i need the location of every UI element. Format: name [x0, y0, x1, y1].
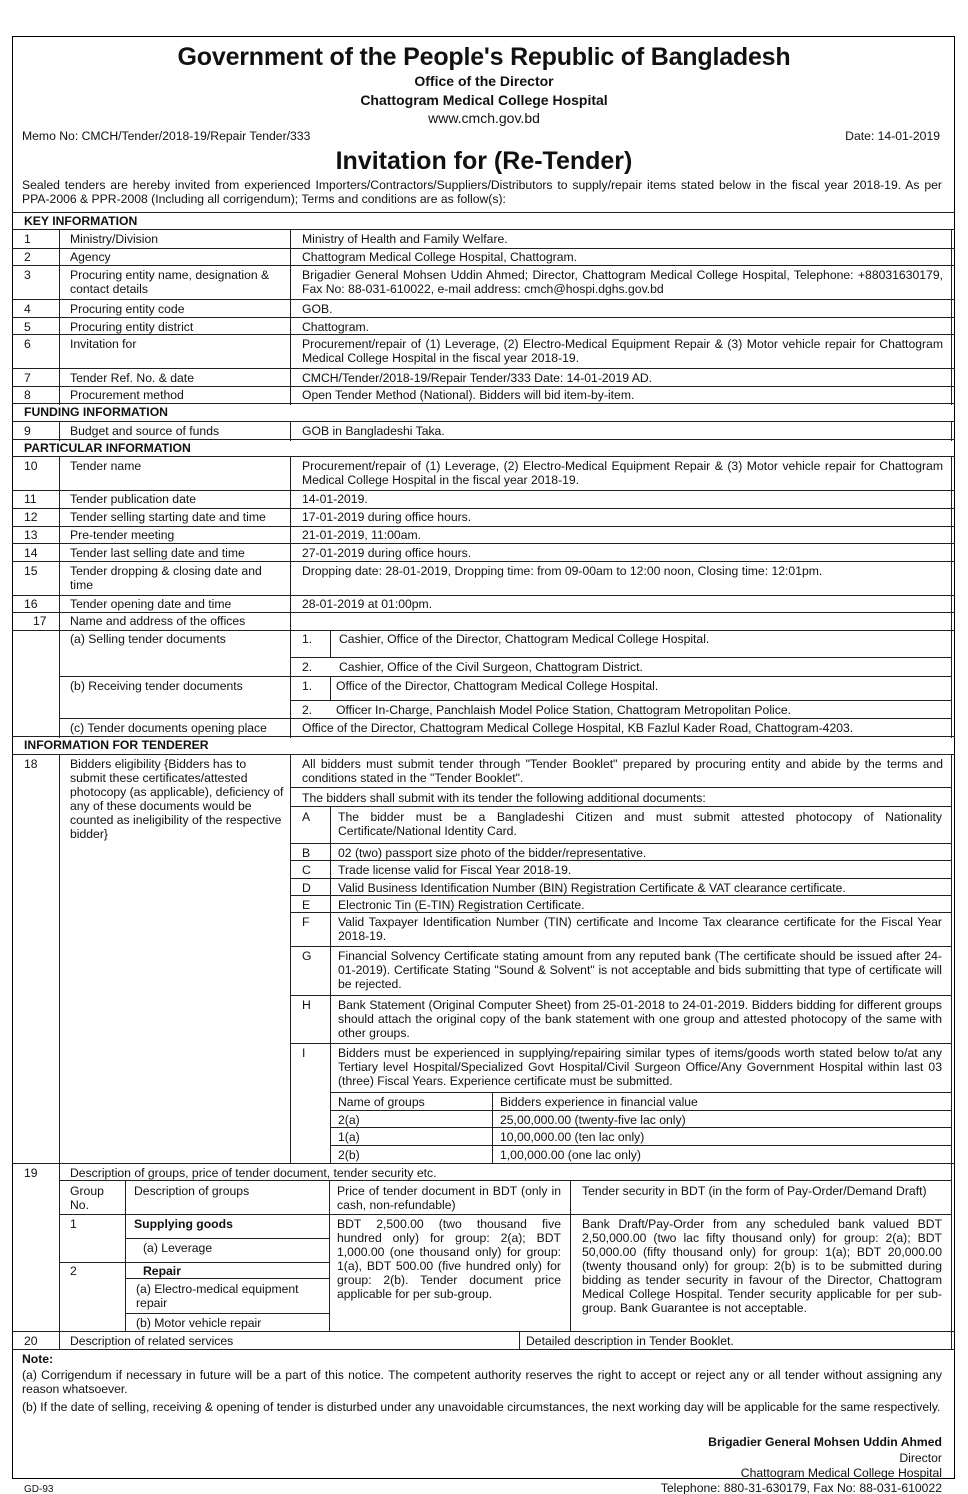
document-item-text: Bank Statement (Original Computer Sheet) from 25-01-2018 to 24-01-2019. Bidders bidding for different groups should attach the original copy of the bank statement with one group and attested photocopy of the same with other groups.	[338, 998, 942, 1040]
row-number: 16	[24, 597, 38, 611]
group-2a: (a) Electro-medical equipment repair	[136, 1282, 299, 1310]
experience-group: 2(a)	[338, 1113, 360, 1127]
row-number: 18	[24, 757, 38, 771]
row-label: Procurement method	[70, 388, 184, 402]
additional-docs-text: The bidders shall submit with its tender the following additional documents:	[302, 791, 706, 805]
memo-date: Date: 14-01-2019	[845, 129, 940, 143]
related-services-label: Description of related services	[70, 1334, 234, 1348]
row-value: Brigadier General Mohsen Uddin Ahmed; Director, Chattogram Medical College Hospital, Telephone: +88031630179, Fax No: 88-031-610022, e-mail address: cmch@hospi.dghs.gov.bd	[302, 268, 943, 296]
group-2-name: Repair	[143, 1264, 181, 1278]
tender-booklet-text: All bidders must submit tender through "Tender Booklet" prepared by procuring entity and abide by the terms and conditions stated in the "Tender Booklet".	[302, 757, 943, 785]
row-label: Name and address of the offices	[70, 614, 246, 628]
group-2b: (b) Motor vehicle repair	[136, 1316, 262, 1330]
experience-value: 1,00,000.00 (one lac only)	[500, 1148, 641, 1162]
row-label: Procuring entity code	[70, 302, 185, 316]
row-value: 27-01-2019 during office hours.	[302, 546, 472, 560]
document-item-key: D	[302, 881, 311, 895]
experience-group: 1(a)	[338, 1130, 360, 1144]
footer-code: GD-93	[24, 1484, 54, 1494]
document-item-key: A	[302, 810, 311, 824]
row-value: CMCH/Tender/2018-19/Repair Tender/333 Date: 14-01-2019 AD.	[302, 371, 653, 385]
document-item-text: Trade license valid for Fiscal Year 2018-19.	[338, 863, 572, 877]
row-value: GOB in Bangladeshi Taka.	[302, 424, 445, 438]
row-label: Tender last selling date and time	[70, 546, 245, 560]
opening-place-value: Office of the Director, Chattogram Medical College Hospital, KB Fazlul Kader Road, Chattogram-4203.	[302, 721, 854, 735]
tender-security-text: Bank Draft/Pay-Order from any scheduled bank valued BDT 2,50,000.00 (two lac fifty thousand only) for group: 2(a); BDT 50,000.00 (fifty thousand only) for group: 1(a); BDT 20,000.00 (twenty thousand only) for group: 2(b) is to be submitted during bidding as tender security in favour of the Director, Chattogram Medical College Hospital. Tender security applicable for per sub-group. Bank Guarantee is not acceptable.	[582, 1217, 942, 1315]
hospital-name: Chattogram Medical College Hospital	[360, 92, 608, 108]
row-number: 2	[24, 250, 31, 264]
document-item-text: Valid Taxpayer Identification Number (TIN) certificate and Income Tax clearance certificate for the Fiscal Year 2018-19.	[338, 915, 942, 943]
document-item-text: The bidder must be a Bangladeshi Citizen and must submit attested photocopy of Nationality Certificate/National Identity Card.	[338, 810, 942, 838]
row-number: 12	[24, 510, 38, 524]
group-1-name: Supplying goods	[134, 1217, 233, 1231]
receiving-office-1: Office of the Director, Chattogram Medical College Hospital.	[336, 679, 659, 693]
groups-row-label: Description of groups, price of tender document, tender security etc.	[70, 1166, 437, 1180]
selling-office-1: Cashier, Office of the Director, Chattogram Medical College Hospital.	[339, 632, 710, 646]
list-number: 1.	[302, 632, 313, 646]
group-1-number: 1	[70, 1217, 77, 1231]
group-1a: (a) Leverage	[143, 1241, 213, 1255]
row-label: Procuring entity name, designation & contact details	[70, 268, 270, 296]
note-b: (b) If the date of selling, receiving & opening of tender is disturbed under any unavoidable circumstances, the next working day will be applicable for the same respectively.	[22, 1400, 941, 1414]
row-number: 7	[24, 371, 31, 385]
row-number: 17	[33, 614, 47, 628]
row-number: 1	[24, 232, 31, 246]
memo-number: Memo No: CMCH/Tender/2018-19/Repair Tender/333	[22, 129, 311, 143]
website: www.cmch.gov.bd	[428, 110, 540, 126]
row-label: Invitation for	[70, 337, 137, 351]
list-number: 1.	[302, 679, 313, 693]
document-item-key: B	[302, 846, 311, 860]
document-item-key: E	[302, 898, 311, 912]
row-value: Chattogram Medical College Hospital, Chattogram.	[302, 250, 578, 264]
document-item-key: F	[302, 915, 310, 929]
intro-text: Sealed tenders are hereby invited from experienced Importers/Contractors/Suppliers/Distributors to supply/repair items stated below in the fiscal year 2018-19. As per PPA-2006 & PPR-2008 (Including all corrigendum); Terms and conditions are as follow(s):	[22, 178, 942, 206]
row-label: Ministry/Division	[70, 232, 159, 246]
row-label: Procuring entity district	[70, 320, 194, 334]
experience-group: 2(b)	[338, 1148, 360, 1162]
row-value: 17-01-2019 during office hours.	[302, 510, 472, 524]
row-number: 5	[24, 320, 31, 334]
table-top-rule	[12, 212, 955, 213]
experience-value: 10,00,000.00 (ten lac only)	[500, 1130, 645, 1144]
document-item-text: Bidders must be experienced in supplying/repairing similar types of items/goods worth stated below to/at any Tertiary level Hospital/Specialized Govt Hospital/Civil Surgeon Office/Any Government Hospital within last 03 (three) Fiscal Years. Experience certificate must be submitted.	[338, 1046, 942, 1088]
row-number: 11	[24, 492, 37, 506]
row-value: Procurement/repair of (1) Leverage, (2) Electro-Medical Equipment Repair & (3) Motor vehicle repair for Chattogram Medical College Hospital in the fiscal year 2018-19.	[302, 459, 943, 487]
note-a: (a) Corrigendum if necessary in future will be a part of this notice. The competent authority reserves the right to accept or reject any or all tender without assigning any reason whatsoever.	[22, 1368, 942, 1396]
document-price-text: BDT 2,500.00 (two thousand five hundred only) for group: 2(a); BDT 1,000.00 (one thousand only) for group: 1(a), BDT 500.00 (five hundred only) for group: 2(b). Tender document price applicable for per sub-group.	[337, 1217, 561, 1301]
row-label: Tender Ref. No. & date	[70, 371, 194, 385]
signatory-org: Chattogram Medical College Hospital	[740, 1466, 942, 1480]
row-label: Agency	[70, 250, 111, 264]
row-number: 10	[24, 459, 38, 473]
row-number: 13	[24, 528, 38, 542]
list-number: 2.	[302, 703, 313, 717]
row-value: Chattogram.	[302, 320, 370, 334]
section-information-for-tenderer: INFORMATION FOR TENDERER	[24, 738, 209, 752]
row-number: 19	[24, 1166, 38, 1180]
signatory-name: Brigadier General Mohsen Uddin Ahmed	[708, 1435, 942, 1449]
row-label: Pre-tender meeting	[70, 528, 175, 542]
document-item-text: Valid Business Identification Number (BIN) Registration Certificate & VAT clearance certificate.	[338, 881, 846, 895]
selling-office-2: Cashier, Office of the Civil Surgeon, Chattogram District.	[339, 660, 643, 674]
page-title: Invitation for (Re-Tender)	[335, 147, 633, 175]
price-header: Price of tender document in BDT (only in cash, non-refundable)	[337, 1184, 561, 1212]
section-particular-information: PARTICULAR INFORMATION	[24, 441, 191, 455]
related-services-value: Detailed description in Tender Booklet.	[526, 1334, 734, 1348]
row-number: 9	[24, 424, 31, 438]
document-item-text: 02 (two) passport size photo of the bidder/representative.	[338, 846, 647, 860]
document-item-key: C	[302, 863, 311, 877]
row-value: GOB.	[302, 302, 333, 316]
experience-header-group: Name of groups	[338, 1095, 425, 1109]
row-label: Budget and source of funds	[70, 424, 220, 438]
note-title: Note:	[22, 1352, 54, 1366]
row-number: 15	[24, 564, 38, 578]
row-number: 6	[24, 337, 31, 351]
signatory-contact: Telephone: 880-31-630179, Fax No: 88-031-610022	[660, 1481, 942, 1494]
row-label: Tender opening date and time	[70, 597, 232, 611]
row-number: 8	[24, 388, 31, 402]
document-item-key: I	[302, 1046, 306, 1060]
list-number: 2.	[302, 660, 313, 674]
row-value: Procurement/repair of (1) Leverage, (2) Electro-Medical Equipment Repair & (3) Motor vehicle repair for Chattogram Medical College Hospital in the fiscal year 2018-19.	[302, 337, 943, 365]
security-header: Tender security in BDT (in the form of Pay-Order/Demand Draft)	[582, 1184, 927, 1198]
receiving-office-2: Officer In-Charge, Panchlaish Model Police Station, Chattogram Metropolitan Police.	[336, 703, 792, 717]
row-value: 14-01-2019.	[302, 492, 368, 506]
row-value: Dropping date: 28-01-2019, Dropping time: from 09-00am to 12:00 noon, Closing time: 12:01pm.	[302, 564, 823, 578]
row-label: Tender selling starting date and time	[70, 510, 266, 524]
row-label: Tender name	[70, 459, 142, 473]
section-funding-information: FUNDING INFORMATION	[24, 405, 168, 419]
document-item-text: Financial Solvency Certificate stating amount from any reputed bank (The certificate should be issued after 24-01-2019). Certificate Stating "Sound & Solvent" is not acceptable and bids submitting that type of certificate will be rejected.	[338, 949, 942, 991]
group-2-number: 2	[70, 1264, 77, 1278]
section-key-information: KEY INFORMATION	[24, 214, 138, 228]
signatory-title: Director	[899, 1451, 942, 1465]
receiving-docs-label: (b) Receiving tender documents	[70, 679, 243, 693]
office-name: Office of the Director	[414, 73, 554, 89]
experience-value: 25,00,000.00 (twenty-five lac only)	[500, 1113, 686, 1127]
row-number: 4	[24, 302, 31, 316]
row-label: Tender publication date	[70, 492, 197, 506]
row-number: 14	[24, 546, 38, 560]
group-desc-header: Description of groups	[134, 1184, 250, 1198]
row-value: 21-01-2019, 11:00am.	[302, 528, 422, 542]
row-label: Tender dropping & closing date and time	[70, 564, 262, 592]
row-number: 20	[24, 1334, 38, 1348]
group-no-header: Group No.	[70, 1184, 104, 1212]
row-value: Ministry of Health and Family Welfare.	[302, 232, 508, 246]
opening-place-label: (c) Tender documents opening place	[70, 721, 267, 735]
eligibility-label: Bidders eligibility {Bidders has to submit these certificates/attested photocopy (as applicable), deficiency of any of these documents would be counted as ineligibility of the respective bidder}	[70, 757, 284, 841]
government-title: Government of the People's Republic of Bangladesh	[177, 43, 791, 71]
row-number: 3	[24, 268, 31, 282]
row-value: 28-01-2019 at 01:00pm.	[302, 597, 433, 611]
document-item-key: G	[302, 949, 312, 963]
document-item-key: H	[302, 998, 311, 1012]
selling-docs-label: (a) Selling tender documents	[70, 632, 226, 646]
document-item-text: Electronic Tin (E-TIN) Registration Certificate.	[338, 898, 585, 912]
experience-header-value: Bidders experience in financial value	[500, 1095, 698, 1109]
row-value: Open Tender Method (National). Bidders will bid item-by-item.	[302, 388, 635, 402]
